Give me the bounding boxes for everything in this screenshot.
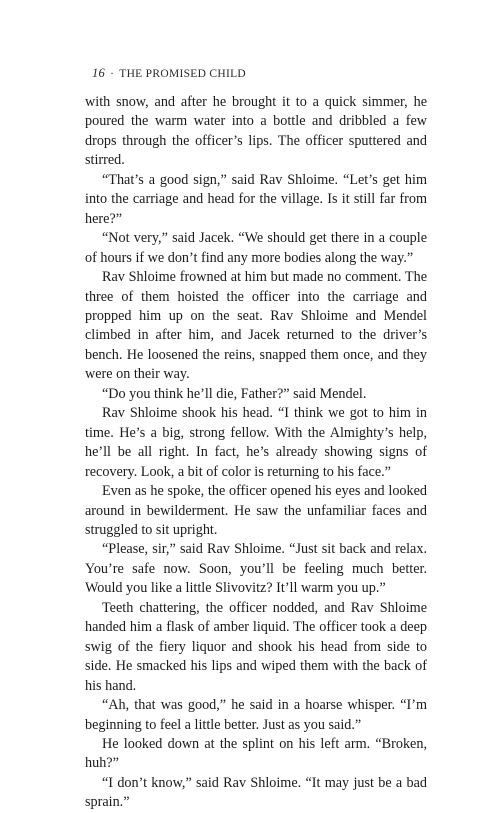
- page-number: 16: [92, 66, 106, 80]
- body-text: [85, 93, 427, 813]
- paragraph: Even as he spoke, the officer opened his eyes and looked around in bewilderment. He saw the unfamiliar faces and struggled to sit upright.: [85, 483, 427, 538]
- running-head-separator: ·: [110, 68, 115, 80]
- paragraph: Teeth chattering, the officer nodded, and Rav Shloime handed him a flask of amber liquid. The officer took a deep swig of the fiery liquor and shook his head from side to side. He smacked his lips and wiped them with the back of his hand.: [85, 599, 427, 694]
- paragraph: “Ah, that was good,” he said in a hoarse whisper. “I’m beginning to feel a little better. Just as you said.”: [85, 697, 427, 733]
- paragraph: He looked down at the splint on his left arm. “Broken, huh?”: [85, 735, 427, 772]
- paragraph: Rav Shloime shook his head. “I think we got to him in time. He’s a big, strong fellow. With the Almighty’s help, he’ll be all right. In fact, he’s already showing signs of recovery. Look, a bit of color is returning to his face.”: [85, 405, 427, 480]
- paragraph: “I don’t know,” said Rav Shloime. “It may just be a bad sprain.”: [85, 774, 427, 811]
- paragraph: Rav Shloime frowned at him but made no comment. The three of them hoisted the officer into the carriage and propped him up on the seat. Rav Shloime and Mendel climbed in after him, and Jacek returned to the driver’s bench. He loosened the reins, snapped them once, and they were on their way.: [85, 269, 427, 383]
- paragraph: with snow, and after he brought it to a quick simmer, he poured the warm water into a bottle and dribbled a few drops through the officer’s lips. The officer sputtered and stirred.: [85, 94, 427, 169]
- running-head: [92, 66, 246, 81]
- paragraph: “That’s a good sign,” said Rav Shloime. “Let’s get him into the carriage and head for the village. Is it still far from here?”: [85, 171, 427, 227]
- paragraph: “Do you think he’ll die, Father?” said Mendel.: [102, 385, 367, 402]
- paragraph: “Please, sir,” said Rav Shloime. “Just sit back and relax. You’re safe now. Soon, you’ll be feeling much better. Would you like a little Slivovitz? It’ll warm you up.”: [85, 541, 427, 597]
- paragraph: “Not very,” said Jacek. “We should get there in a couple of hours if we don’t find any more bodies along the way.”: [85, 230, 427, 266]
- book-title: THE PROMISED CHILD: [119, 68, 247, 80]
